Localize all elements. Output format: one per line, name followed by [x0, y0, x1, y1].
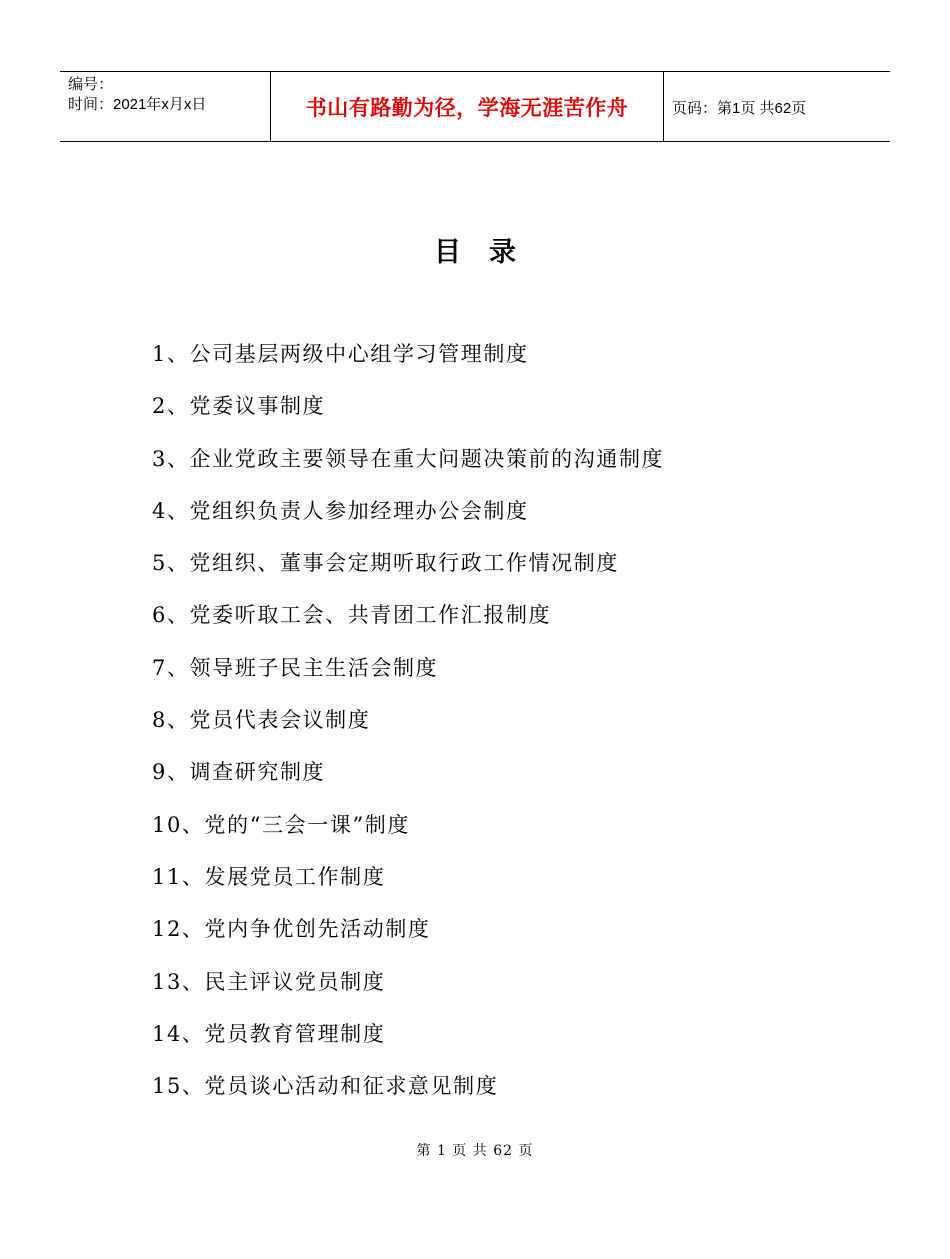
toc-item: 8、党员代表会议制度 [152, 708, 371, 733]
toc-item: 3、企业党政主要领导在重大问题决策前的沟通制度 [152, 446, 665, 471]
page-footer: 第 1 页 共 62 页 [416, 1143, 534, 1159]
toc-item: 4、党组织负责人参加经理办公会制度 [152, 498, 529, 523]
toc-item: 2、党委议事制度 [152, 394, 326, 419]
toc-item: 10、党的“三会一课”制度 [152, 812, 410, 837]
table-of-contents [152, 337, 664, 1121]
toc-item: 9、调查研究制度 [152, 760, 326, 785]
serial-number-label: 编号： [68, 76, 114, 93]
page-header [60, 71, 890, 142]
toc-item: 13、民主评议党员制度 [152, 969, 386, 994]
header-motto: 书山有路勤为径，学海无涯苦作舟 [305, 96, 629, 120]
toc-item: 1、公司基层两级中心组学习管理制度 [152, 342, 529, 366]
toc-item: 6、党委听取工会、共青团工作汇报制度 [152, 603, 552, 628]
toc-item: 12、党内争优创先活动制度 [152, 917, 431, 942]
toc-item: 11、发展党员工作制度 [152, 864, 386, 889]
header-divider [663, 72, 664, 142]
document-title: 目录 [434, 237, 544, 268]
toc-item: 5、党组织、董事会定期听取行政工作情况制度 [152, 551, 619, 576]
toc-item: 7、领导班子民主生活会制度 [152, 655, 439, 680]
date-label: 时间：2021年x月x日 [68, 96, 207, 113]
header-page-info: 页码：第1页 共62页 [672, 99, 807, 117]
header-meta [68, 75, 206, 115]
toc-item: 14、党员教育管理制度 [152, 1021, 386, 1046]
toc-item: 15、党员谈心活动和征求意见制度 [152, 1074, 499, 1099]
